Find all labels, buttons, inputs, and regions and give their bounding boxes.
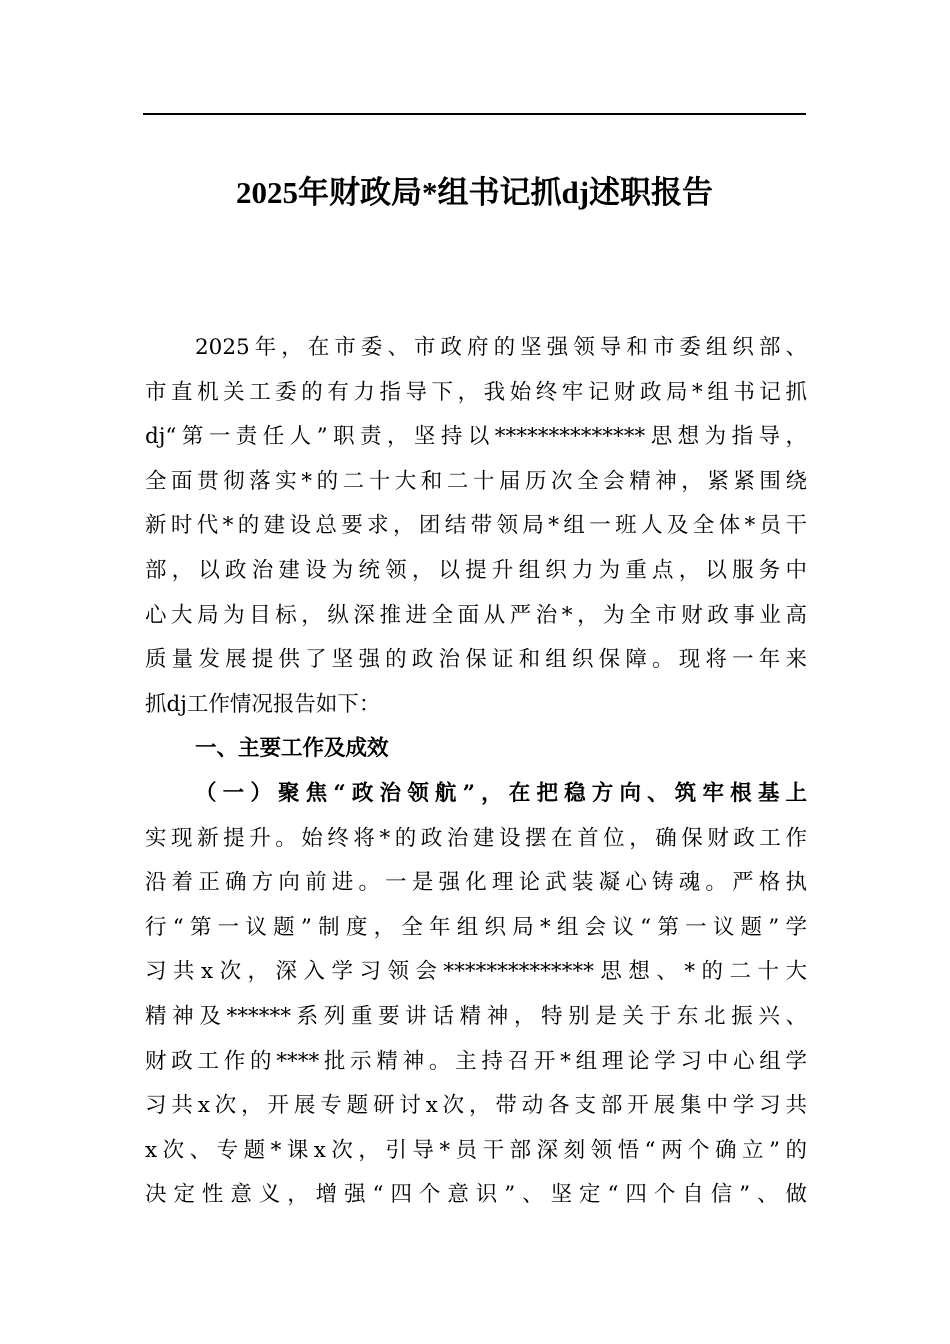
text-line: 心大局为目标，纵深推进全面从严治*，为全市财政事业高 — [145, 602, 807, 628]
text-line: 新时代*的建设总要求，团结带领局*组一班人及全体*员干 — [145, 513, 807, 539]
text-line: 行“第一议题”制度，全年组织局*组会议“第一议题”学 — [145, 914, 807, 940]
text-line: 2025年，在市委、市政府的坚强领导和市委组织部、 — [195, 335, 807, 360]
text-line: 部，以政治建设为统领，以提升组织力为重点，以服务中 — [145, 557, 807, 583]
intro-paragraph — [145, 326, 807, 727]
text-line: 全面贯彻落实*的二十大和二十届历次全会精神，紧紧围绕 — [145, 468, 807, 494]
text-line: 精神及******系列重要讲话精神，特别是关于东北振兴、 — [145, 1003, 807, 1029]
text-line: 习共x次，开展专题研讨x次，带动各支部开展集中学习共 — [145, 1093, 807, 1119]
text-line: dj“第一责任人”职责，坚持以**************思想为指导， — [145, 424, 807, 450]
text-line: 市直机关工委的有力指导下，我始终牢记财政局*组书记抓 — [145, 379, 807, 405]
section-paragraph — [145, 772, 807, 1218]
section-heading: 一、主要工作及成效 — [195, 736, 389, 762]
text-line: 习共x次，深入学习领会**************思想、*的二十大 — [145, 959, 807, 985]
subsection-heading-line: （一）聚焦“政治领航”，在把稳方向、筑牢根基上 — [195, 780, 807, 806]
text-line: 决定性意义，增强“四个意识”、坚定“四个自信”、做 — [145, 1182, 807, 1208]
text-line: x次、专题*课x次，引导*员干部深刻领悟“两个确立”的 — [145, 1137, 807, 1163]
text-line: 沿着正确方向前进。一是强化理论武装凝心铸魂。严格执 — [145, 870, 807, 896]
text-line: 财政工作的****批示精神。主持召开*组理论学习中心组学 — [145, 1048, 807, 1074]
text-line: 质量发展提供了坚强的政治保证和组织保障。现将一年来 — [145, 647, 807, 673]
text-line: 抓dj工作情况报告如下： — [145, 691, 381, 717]
text-line: 实现新提升。始终将*的政治建设摆在首位，确保财政工作 — [145, 825, 807, 851]
header-rule — [143, 113, 806, 115]
document-title: 2025年财政局*组书记抓dj述职报告 — [235, 175, 714, 210]
document-body — [145, 326, 807, 1218]
